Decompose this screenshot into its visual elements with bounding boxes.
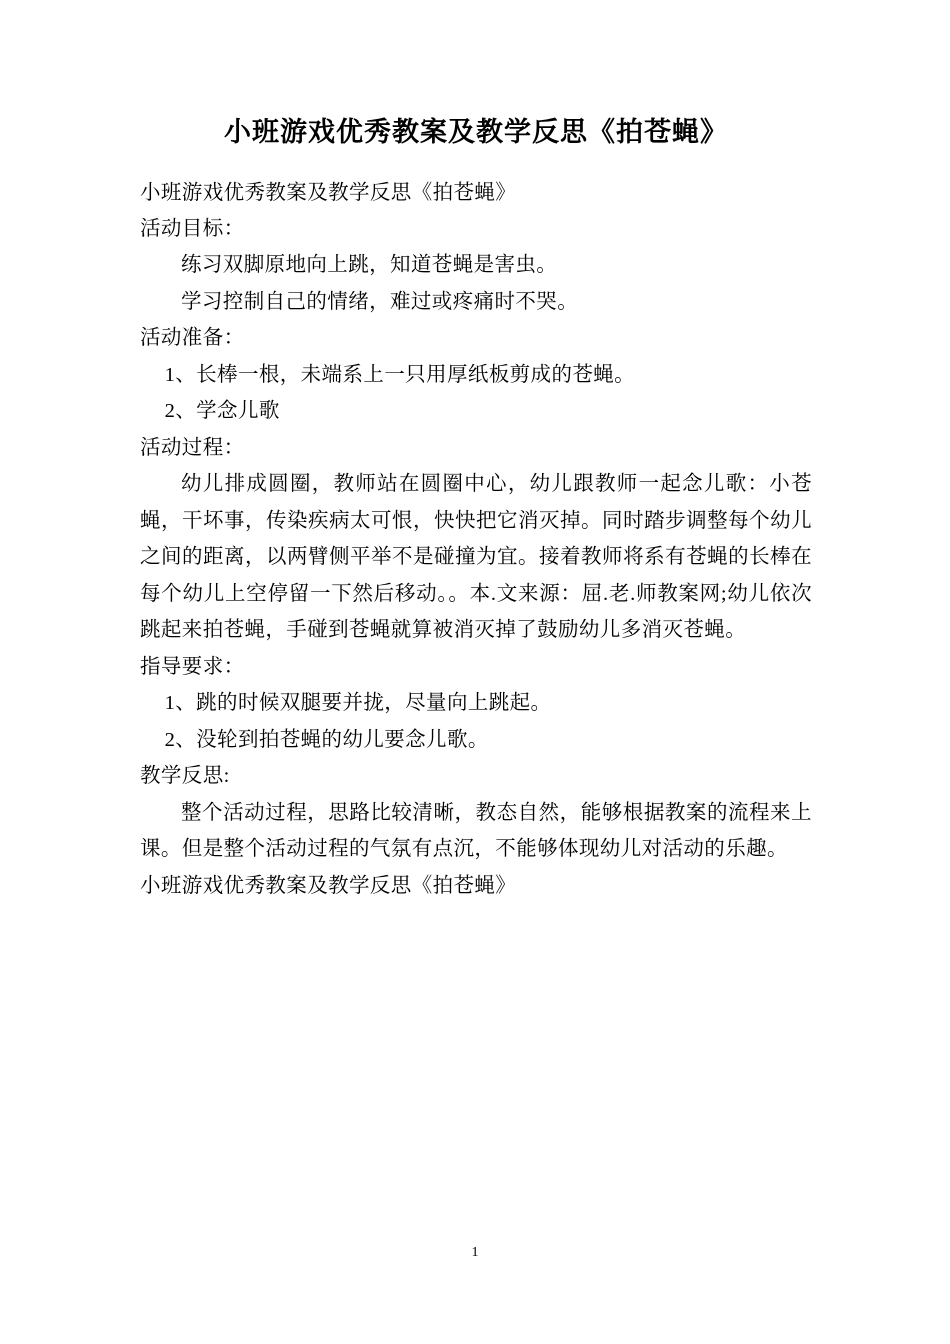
reflection-description: 整个活动过程，思路比较清晰，教态自然，能够根据教案的流程来上课。但是整个活动过程的气氛有点沉，不能够体现幼儿对活动的乐趣。	[140, 801, 812, 861]
process-description: 幼儿排成圆圈，教师站在圆圈中心，幼儿跟教师一起念儿歌：小苍蝇，干坏事，传染疾病太可恨，快快把它消灭掉。同时踏步调整每个幼儿之间的距离，以两臂侧平举不是碰撞为宜。接着教师将系有苍蝇的长棒在每个幼儿上空停留一下然后移动。。本.文来源：屈.老.师教案网;幼儿依次跳起来拍苍蝇，手碰到苍蝇就算被消灭掉了鼓励幼儿多消灭苍蝇。	[140, 473, 812, 642]
document-body	[140, 112, 812, 904]
goal-item-1: 练习双脚原地向上跳，知道苍蝇是害虫。	[181, 254, 558, 277]
heading-guidance-requirements: 指导要求：	[140, 655, 245, 678]
goal-item-2: 学习控制自己的情绪，难过或疼痛时不哭。	[181, 290, 579, 313]
paragraph-intro: 小班游戏优秀教案及教学反思《拍苍蝇》	[140, 181, 517, 204]
heading-activity-goals: 活动目标：	[140, 217, 245, 240]
page-number: 1	[471, 1245, 479, 1260]
paragraph-footer-title: 小班游戏优秀教案及教学反思《拍苍蝇》	[140, 874, 517, 897]
preparation-item-1: 1、长棒一根，未端系上一只用厚纸板剪成的苍蝇。	[164, 363, 636, 386]
heading-activity-process: 活动过程：	[140, 436, 245, 459]
guidance-item-1: 1、跳的时候双腿要并拢，尽量向上跳起。	[164, 692, 552, 715]
guidance-item-2: 2、没轮到拍苍蝇的幼儿要念儿歌。	[164, 728, 489, 751]
preparation-item-2: 2、学念儿歌	[164, 400, 280, 423]
heading-activity-preparation: 活动准备：	[140, 327, 245, 350]
page-title: 小班游戏优秀教案及教学反思《拍苍蝇》	[224, 117, 728, 147]
heading-teaching-reflection: 教学反思:	[140, 765, 230, 788]
